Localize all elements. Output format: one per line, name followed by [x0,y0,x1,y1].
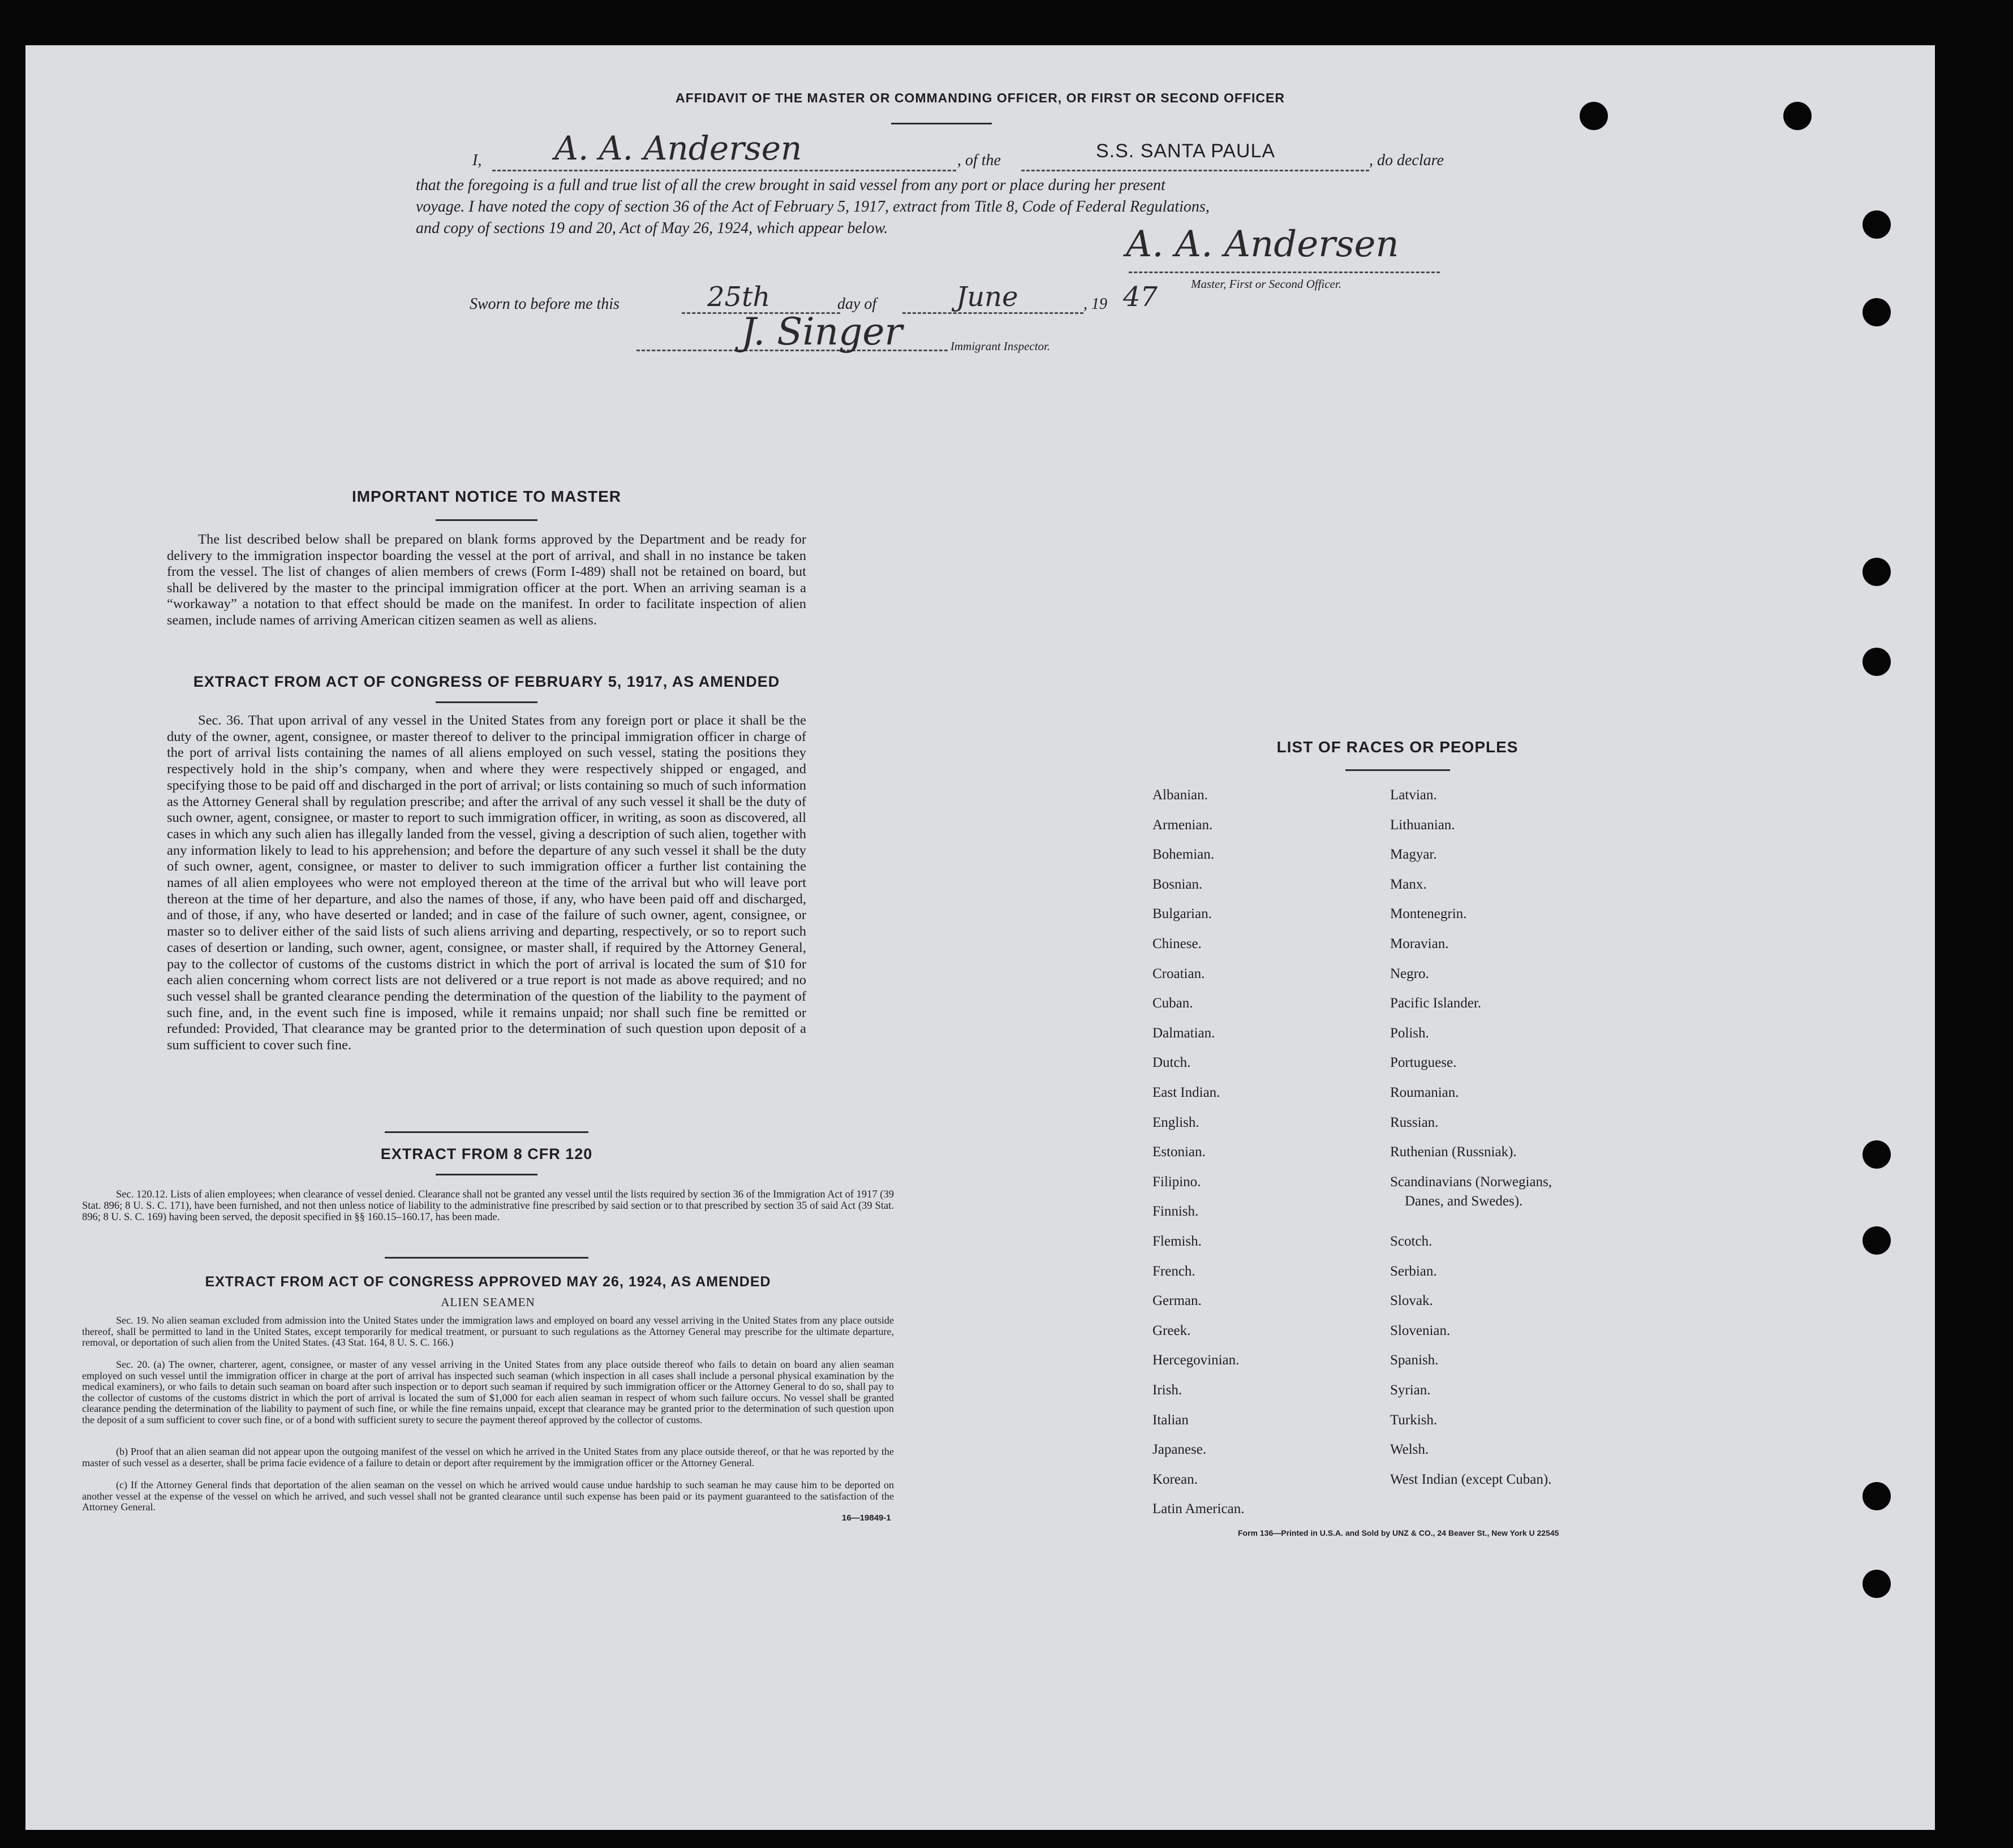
print-code: 16—19849-1 [842,1513,891,1523]
master-signature: A. A. Andersen [1126,223,1399,265]
race-item: Serbian. [1390,1263,1437,1279]
race-item: Pacific Islander. [1390,996,1482,1011]
affidavit-text-line: and copy of sections 19 and 20, Act of May 26, 1924, which appear below. [416,219,888,237]
race-item: Japanese. [1152,1442,1207,1458]
race-item: Latvian. [1390,787,1437,803]
year-prefix: , 19 [1083,295,1107,313]
cfr-body: Sec. 120.12. Lists of alien employees; when clearance of vessel denied. Clearance shall not be granted any vessel until the lists required by section 36 of the Immigration Act of 1917 (39 Stat. 896; 8 U. S. C. 171), have been furnished, and not then unless notice of liability to the administrative fine prescribed by said section or to that prescribed by section 35 of said Act (39 Stat. 896; 8 U. S. C. 169) having been served, the deposit specified in §§ 160.15–160.17, has been made. [82,1189,894,1223]
sec-20b-body: (b) Proof that an alien seaman did not appear upon the outgoing manifest of the vessel on which he arrived in the United States from any place outside thereof, or that he was reported by the master of such vessel as a deserter, shall be prima facie evidence of a failure to detain or deport after requirement by the immigration officer or the Attorney General. [82,1446,894,1468]
punch-hole [1863,298,1891,326]
year-handwritten: 47 [1123,281,1158,313]
race-item: Armenian. [1152,817,1213,833]
sec-20c-body: (c) If the Attorney General finds that deportation of the alien seaman on the vessel on which he arrived would cause undue hardship to such seaman he may cause him to be deported on another vessel at the expense of the vessel on which he arrived, and such vessel shall not be granted clearance until such expense has been paid or its payment guaranteed to the satisfaction of the Attorney General. [82,1479,894,1513]
race-item: Negro. [1390,966,1429,981]
race-item: Lithuanian. [1390,817,1455,833]
race-item: Bohemian. [1152,847,1215,863]
alien-seamen-subheading: ALIEN SEAMEN [441,1295,535,1309]
race-item: Albanian. [1152,787,1208,803]
divider [385,1257,588,1259]
sec-20a-body: Sec. 20. (a) The owner, charterer, agent, consignee, or master of any vessel arriving in the United States from any place outside thereof who fails to detain on board any alien seaman employed on such vessel until the immigration officer in charge at the port of arrival has inspected such seaman (which inspection in all cases shall include a personal physical examination by the medical examiners), or who fails to detain such seaman on board after such inspection or to deport such seaman if required by such immigration officer or the Attorney General to do so, shall pay to the collector of customs of the customs district in which the port of arrival is located the sum of $1,000 for each alien seaman in respect of whom such failure occurs. No vessel shall be granted clearance pending the determination of the liability to payment of such fine, or while the fine remains unpaid, except that clearance may be granted prior to the determination of such question upon the deposit of a sum sufficient to cover such fine, or of a bond with sufficient surety to secure the payment thereof approved by the collector of customs. [82,1359,894,1425]
inspector-signature: J. Singer [741,310,902,354]
race-item: Slovenian. [1390,1323,1451,1338]
affidavit-i: I, [472,152,482,169]
signature-blank [1129,266,1440,273]
race-item: Polish. [1390,1025,1429,1041]
race-item: Manx. [1390,876,1427,892]
affidavit-text-line: that the foregoing is a full and true list of all the crew brought in said vessel from any port or place during her present [416,176,1165,194]
race-item: East Indian. [1152,1085,1220,1100]
month-handwritten: June [956,281,1018,313]
sworn-prefix: Sworn to before me this [470,295,620,313]
race-item: Filipino. [1152,1174,1201,1190]
extract-1924-heading: EXTRACT FROM ACT OF CONGRESS APPROVED MAY 26, 1924, AS AMENDED [205,1274,771,1290]
race-item: Finnish. [1152,1204,1199,1220]
divider [436,1174,537,1175]
race-item: Scotch. [1390,1234,1433,1249]
race-item: Cuban. [1152,996,1193,1011]
race-item: Montenegrin. [1390,906,1467,922]
race-item: West Indian (except Cuban). [1390,1471,1552,1487]
race-item: Latin American. [1152,1501,1245,1517]
divider [891,123,992,124]
race-item: Flemish. [1152,1234,1202,1249]
punch-hole [1863,1226,1891,1255]
race-item: Chinese. [1152,936,1202,951]
punch-hole [1863,648,1891,676]
day-of: day of [837,295,877,313]
race-item: Roumanian. [1390,1085,1459,1100]
punch-hole [1863,1570,1891,1598]
day-handwritten: 25th [707,281,771,313]
punch-hole [1863,1140,1891,1169]
race-item: Welsh. [1390,1442,1429,1458]
divider [385,1131,588,1133]
affidavit-of-the: , of the [957,152,1001,169]
races-heading: LIST OF RACES OR PEOPLES [1276,738,1519,756]
race-item: Estonian. [1152,1144,1206,1160]
race-item: Bulgarian. [1152,906,1212,922]
race-item: Hercegovinian. [1152,1352,1240,1368]
race-item: Irish. [1152,1382,1182,1398]
divider [1345,769,1450,771]
race-item: English. [1152,1114,1199,1130]
scandinavians-continued: Danes, and Swedes). [1405,1194,1523,1209]
punch-hole [1863,558,1891,586]
race-item: Magyar. [1390,847,1437,863]
vessel-name: S.S. SANTA PAULA [1096,140,1276,162]
divider [436,701,537,703]
race-item: Moravian. [1390,936,1449,951]
sec-19-body: Sec. 19. No alien seaman excluded from admission into the United States under the immigration laws and employed on board any vessel arriving in the United States from any place outside thereof, shall be permitted to land in the United States, except temporarily for medical treatment, or pursuant to such regulations as the Attorney General may prescribe for the ultimate departure, removal, or deportation of such alien from the United States. (43 Stat. 164, 8 U. S. C. 166.) [82,1315,894,1348]
notice-heading: IMPORTANT NOTICE TO MASTER [351,488,622,505]
race-item: German. [1152,1293,1202,1309]
punch-hole [1863,210,1891,239]
race-item: Spanish. [1390,1352,1439,1368]
race-item: Croatian. [1152,966,1205,981]
inspector-caption: Immigrant Inspector. [950,339,1051,353]
race-item: Bosnian. [1152,876,1203,892]
affidavit-text-line: voyage. I have noted the copy of section 36 of the Act of February 5, 1917, extract from Title 8, Code of Federal Regulations, [416,198,1210,216]
affidavit-do-declare: , do declare [1369,152,1444,169]
master-caption: Master, First or Second Officer. [1191,277,1341,291]
race-item: Turkish. [1390,1412,1438,1428]
notice-body: The list described below shall be prepared on blank forms approved by the Department and be ready for delivery to the immigration inspector boarding the vessel at the port of arrival, and shall in no instance be taken from the vessel. The list of changes of alien members of crews (Form I-489) shall not be retained on board, but shall be delivered by the master to the principal immigration officer at the port. When an arriving seaman is a “workaway” a notation to that effect should be made on the manifest. In order to facilitate inspection of alien seamen, include names of arriving American citizen seamen as well as aliens. [167,532,806,628]
race-item: Greek. [1152,1323,1191,1338]
affidavit-heading: AFFIDAVIT OF THE MASTER OR COMMANDING OFFICER, OR FIRST OR SECOND OFFICER [676,91,1285,105]
race-item: Russian. [1390,1114,1439,1130]
punch-hole [1783,102,1812,130]
extract-1917-body: Sec. 36. That upon arrival of any vessel in the United States from any foreign port or place it shall be the duty of the owner, agent, consignee, or master thereof to deliver to the principal immigration officer in charge of the port of arrival lists containing the names of all aliens employed on such vessel, stating the positions they respectively hold in the ship’s company, when and where they were respectively shipped or engaged, and specifying those to be paid off and discharged in the port of arrival; or lists containing so much of such information as the Attorney General shall by regulation prescribe; and after the arrival of any such vessel it shall be the duty of such owner, agent, consignee, or master to report to such immigration officer, in writing, as soon as discovered, all cases in which any such alien has illegally landed from the vessel, giving a description of such alien, together with any information likely to lead to his apprehension; and before the departure of any such vessel it shall be the duty of such owner, agent, consignee, or master to deliver to such immigration officer a further list containing the names of all alien employees who were not employed thereon at the time of the arrival but who will leave port thereon at the time of her departure, and also the names of those, if any, who have been paid off and discharged, and of those, if any, who have deserted or landed; and in case of the failure of such owner, agent, consignee, or master so to deliver either of the said lists of such aliens arriving and departing, respectively, or so to report such cases of desertion or landing, such owner, agent, consignee, or master shall, if required by the Attorney General, pay to the collector of customs of the customs district in which the port of arrival is located the sum of $10 for each alien concerning whom correct lists are not delivered or a true report is not made as above required; and no such vessel shall be granted clearance pending the determination of the question of the liability to the payment of such fine, and, in the event such fine is imposed, while it remains unpaid; nor shall such fine be remitted or refunded: Provided, That clearance may be granted prior to the determination of such question upon deposit of a sum sufficient to cover such fine. [167,713,806,1053]
race-item: Portuguese. [1390,1055,1457,1071]
race-item: Italian [1152,1412,1189,1428]
race-item: Dutch. [1152,1055,1191,1071]
race-item: French. [1152,1263,1195,1279]
race-item: Ruthenian (Russniak). [1390,1144,1517,1160]
race-item: Scandinavians (Norwegians, [1390,1174,1552,1190]
punch-hole [1580,102,1608,130]
form-footer: Form 136—Printed in U.S.A. and Sold by UNZ & CO., 24 Beaver St., New York U 22545 [1238,1528,1559,1537]
punch-hole [1863,1482,1891,1510]
race-item: Slovak. [1390,1293,1433,1309]
race-item: Korean. [1152,1471,1198,1487]
race-item: Dalmatian. [1152,1025,1215,1041]
race-item: Syrian. [1390,1382,1431,1398]
master-name-handwritten: A. A. Andersen [554,129,802,167]
extract-1917-heading: EXTRACT FROM ACT OF CONGRESS OF FEBRUARY 5, 1917, AS AMENDED [193,673,780,690]
divider [436,519,537,521]
cfr-heading: EXTRACT FROM 8 CFR 120 [380,1145,593,1162]
